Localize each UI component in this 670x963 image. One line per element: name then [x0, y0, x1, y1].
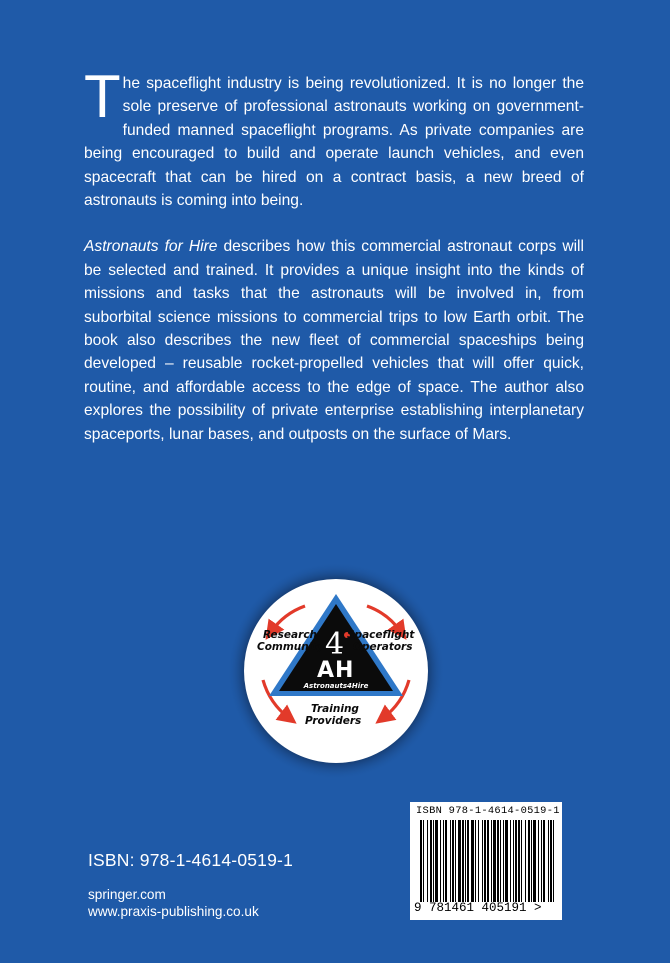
- barcode-bar: [518, 820, 520, 902]
- blurb-paragraph-2: [84, 235, 584, 446]
- barcode-bar: [435, 820, 438, 902]
- label-community: Community: [257, 641, 325, 653]
- barcode-bar: [513, 820, 514, 902]
- blurb-paragraph-1-text: he spaceflight industry is being revolutionized. It is no longer the sole preserve of professional astronauts working on government-funded manned spaceflight programs. As private companies are being encouraged to build and operate launch vehicles, and even spacecraft that can be hired on a contract basis, a new breed of astronauts is coming into being.: [84, 75, 584, 210]
- barcode-isbn-label: ISBN 978-1-4614-0519-1: [416, 805, 560, 817]
- barcode-bar: [505, 820, 508, 902]
- barcode-bar: [515, 820, 517, 902]
- label-training: Training: [311, 703, 359, 715]
- barcode-bar: [430, 820, 432, 902]
- barcode-digits: 9 781461 405191 >: [414, 901, 542, 915]
- barcode-bar: [548, 820, 549, 902]
- cover-blurb: [84, 63, 584, 469]
- barcode-bar: [500, 820, 501, 902]
- barcode-bar: [423, 820, 424, 902]
- barcode-bar: [550, 820, 552, 902]
- emblem-text: Astronauts4Hire: [303, 682, 369, 690]
- barcode-bar: [440, 820, 441, 902]
- barcode-bar: [510, 820, 511, 902]
- barcode-bar: [531, 820, 532, 902]
- url-praxis: www.praxis-publishing.co.uk: [88, 904, 259, 919]
- barcode-bar: [543, 820, 545, 902]
- barcode-bar: [497, 820, 499, 902]
- isbn-barcode: [410, 802, 562, 920]
- barcode-bar: [433, 820, 434, 902]
- label-research: Research: [263, 629, 318, 641]
- blurb-paragraph-2-text: describes how this commercial astronaut corps will be selected and trained. It provides a unique insight into the kinds of missions and tasks that the astronauts will be involved in, from suborbital science missions to commercial trips to low Earth orbit. The book also describes the new fleet of commercial spaceships being developed – reusable rocket-propelled vehicles that will offer quick, routine, and affordable access to the edge of space. The author also explores the possibility of private enterprise establishing interplanetary spaceports, lunar bases, and outposts on the surface of Mars.: [84, 238, 584, 443]
- barcode-bar: [471, 820, 474, 902]
- barcode-bar: [493, 820, 496, 902]
- barcode-bar: [487, 820, 489, 902]
- barcode-bar: [521, 820, 522, 902]
- barcode-bar: [525, 820, 526, 902]
- barcode-bar: [482, 820, 483, 902]
- barcode-bar: [503, 820, 504, 902]
- barcode-bar: [541, 820, 542, 902]
- barcode-bar: [450, 820, 451, 902]
- drop-cap: T: [84, 63, 121, 130]
- barcode-bar: [467, 820, 469, 902]
- astronauts4hire-logo: [227, 562, 445, 780]
- barcode-bars: [420, 820, 554, 902]
- barcode-bar: [491, 820, 492, 902]
- label-providers: Providers: [305, 715, 362, 727]
- barcode-bar: [465, 820, 466, 902]
- barcode-bar: [458, 820, 461, 902]
- logo-graphic: [227, 562, 445, 780]
- barcode-bar: [533, 820, 536, 902]
- barcode-bar: [475, 820, 476, 902]
- label-operators: Operators: [353, 641, 413, 653]
- isbn-line: ISBN: 978-1-4614-0519-1: [88, 850, 294, 870]
- barcode-bar: [445, 820, 447, 902]
- label-spaceflight: Spaceflight: [347, 629, 415, 641]
- book-title-italic: Astronauts for Hire: [84, 238, 218, 256]
- barcode-bar: [452, 820, 454, 902]
- emblem-letters: AH: [317, 658, 355, 683]
- barcode-bar: [553, 820, 554, 902]
- barcode-bar: [420, 820, 422, 902]
- barcode-bar: [538, 820, 539, 902]
- barcode-bar: [443, 820, 444, 902]
- barcode-bar: [478, 820, 479, 902]
- emblem-mark: 4: [325, 627, 345, 662]
- barcode-bar: [427, 820, 428, 902]
- barcode-bar: [462, 820, 464, 902]
- barcode-bar: [484, 820, 486, 902]
- publisher-urls: [88, 886, 259, 920]
- blurb-paragraph-1: [84, 63, 584, 212]
- url-springer: springer.com: [88, 887, 166, 902]
- barcode-bar: [455, 820, 456, 902]
- barcode-bar: [528, 820, 530, 902]
